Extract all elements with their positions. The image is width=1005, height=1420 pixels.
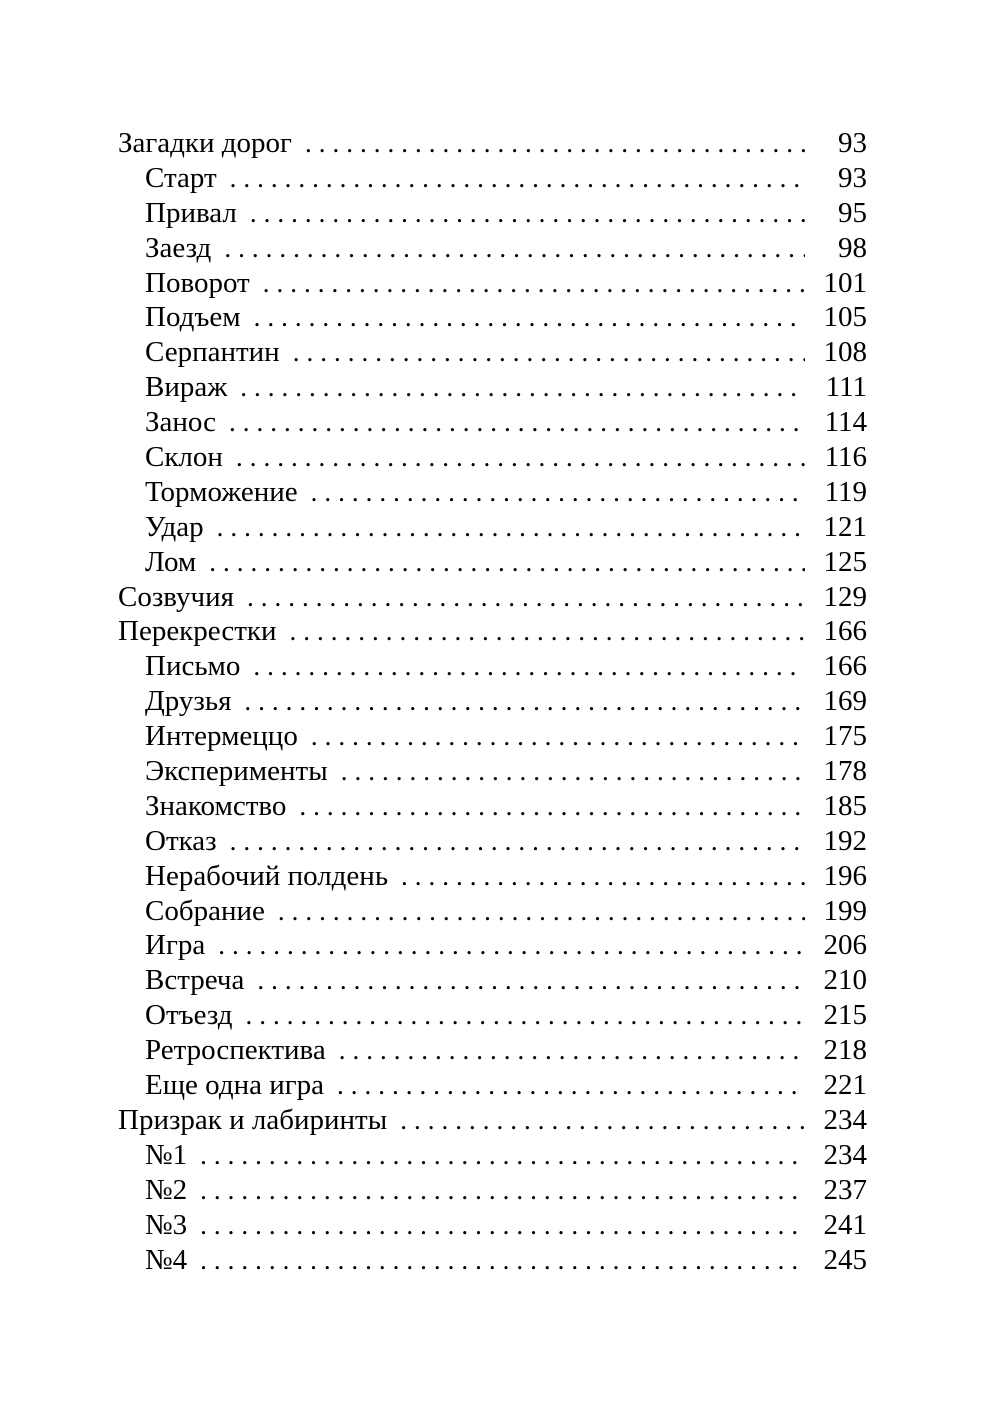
- toc-entry-label: №4: [145, 1243, 188, 1276]
- toc-entry-page-number: 234: [823, 1138, 867, 1171]
- toc-entry-page-number: 119: [824, 475, 867, 508]
- dot-leader: [236, 440, 805, 475]
- toc-entry-page-number: 108: [823, 336, 867, 369]
- toc-entry-page-number: 237: [823, 1173, 867, 1206]
- toc-entry-label: Заезд: [145, 231, 212, 264]
- toc-entry: [118, 824, 867, 859]
- toc-entry-label: Вираж: [145, 371, 228, 404]
- toc-entry-page-number: 111: [825, 371, 867, 404]
- toc-entry-label: Торможение: [145, 475, 298, 508]
- toc-entry: [118, 1033, 867, 1068]
- toc-entry: [118, 161, 867, 196]
- toc-entry-page-number: 129: [823, 580, 867, 613]
- toc-entry-page-number: 98: [838, 231, 867, 264]
- toc-entry: [118, 335, 867, 370]
- toc-entry-page-number: 196: [823, 859, 867, 892]
- toc-entry: [118, 859, 867, 894]
- toc-entry-page-number: 210: [823, 964, 867, 997]
- dot-leader: [200, 1138, 805, 1173]
- dot-leader: [230, 824, 805, 859]
- toc-entry-page-number: 105: [823, 301, 867, 334]
- toc-entry: [118, 1138, 867, 1173]
- toc-entry: [118, 266, 867, 301]
- dot-leader: [401, 859, 805, 894]
- dot-leader: [263, 266, 805, 301]
- dot-leader: [240, 370, 805, 405]
- dot-leader: [299, 789, 805, 824]
- dot-leader: [339, 1033, 805, 1068]
- toc-entry-label: Эксперименты: [145, 755, 328, 788]
- toc-entry-label: Серпантин: [145, 336, 280, 369]
- toc-entry-page-number: 178: [823, 755, 867, 788]
- dot-leader: [311, 475, 805, 510]
- dot-leader: [253, 649, 805, 684]
- toc-entry-label: Еще одна игра: [145, 1069, 325, 1102]
- toc-entry-label: Занос: [145, 406, 217, 439]
- toc-entry-label: Знакомство: [145, 789, 287, 822]
- toc-entry-page-number: 221: [823, 1069, 867, 1102]
- toc-entry: [118, 510, 867, 545]
- toc-entry: [118, 126, 867, 161]
- toc-entry-page-number: 116: [824, 441, 867, 474]
- toc-entry-label: Друзья: [145, 685, 232, 718]
- dot-leader: [224, 231, 805, 266]
- toc-entry-label: Встреча: [145, 964, 245, 997]
- dot-leader: [311, 719, 805, 754]
- toc-entry-label: Лом: [145, 545, 197, 578]
- toc-entry-label: Собрание: [145, 894, 265, 927]
- toc-entry-label: Отказ: [145, 824, 217, 857]
- toc-entry-label: Загадки дорог: [118, 127, 292, 159]
- toc-entry: [118, 684, 867, 719]
- dot-leader: [400, 1103, 805, 1138]
- toc-entry-label: Призрак и лабиринты: [118, 1103, 388, 1136]
- toc-entry-page-number: 185: [823, 789, 867, 822]
- toc-entry: [118, 894, 867, 929]
- toc-entry: [118, 231, 867, 266]
- toc-entry: [118, 545, 867, 580]
- toc-entry-label: №2: [145, 1173, 188, 1206]
- toc-entry-page-number: 241: [823, 1208, 867, 1241]
- dot-leader: [200, 1243, 805, 1278]
- toc-entry: [118, 649, 867, 684]
- dot-leader: [305, 126, 805, 161]
- toc-entry-label: Перекрестки: [118, 615, 277, 648]
- toc-entry-label: Удар: [145, 510, 204, 543]
- toc-entry-page-number: 93: [838, 161, 867, 194]
- toc-entry: [118, 370, 867, 405]
- dot-leader: [244, 684, 805, 719]
- dot-leader: [278, 894, 805, 929]
- toc-entry-label: Поворот: [145, 266, 250, 299]
- toc-entry-page-number: 234: [823, 1103, 867, 1136]
- dot-leader: [337, 1068, 805, 1103]
- toc-entry: [118, 789, 867, 824]
- dot-leader: [218, 928, 805, 963]
- toc-entry-page-number: 192: [823, 824, 867, 857]
- toc-entry-label: Интермеццо: [145, 720, 298, 753]
- toc-entry: [118, 719, 867, 754]
- dot-leader: [200, 1208, 805, 1243]
- dot-leader: [250, 196, 805, 231]
- toc-entry-label: Старт: [145, 161, 217, 194]
- toc-entry-page-number: 218: [823, 1034, 867, 1067]
- toc-entry-label: №1: [145, 1138, 188, 1171]
- dot-leader: [209, 545, 805, 580]
- toc-entry: [118, 196, 867, 231]
- toc-entry: [118, 754, 867, 789]
- table-of-contents: [118, 126, 867, 1277]
- toc-entry: [118, 1208, 867, 1243]
- dot-leader: [341, 754, 805, 789]
- dot-leader: [246, 998, 805, 1033]
- toc-entry: [118, 300, 867, 335]
- dot-leader: [254, 300, 805, 335]
- dot-leader: [230, 161, 805, 196]
- dot-leader: [200, 1173, 805, 1208]
- toc-entry: [118, 614, 867, 649]
- toc-entry-page-number: 166: [823, 615, 867, 648]
- dot-leader: [229, 405, 805, 440]
- toc-entry: [118, 998, 867, 1033]
- toc-entry-page-number: 169: [823, 685, 867, 718]
- toc-entry-label: Ретроспектива: [145, 1034, 326, 1067]
- toc-entry-page-number: 125: [823, 545, 867, 578]
- toc-entry: [118, 580, 867, 615]
- toc-entry-label: Отъезд: [145, 999, 233, 1032]
- dot-leader: [217, 510, 805, 545]
- toc-entry-page-number: 206: [823, 929, 867, 962]
- toc-entry-page-number: 199: [823, 894, 867, 927]
- toc-entry-page-number: 121: [823, 510, 867, 543]
- toc-entry-label: Нерабочий полдень: [145, 859, 389, 892]
- toc-entry-page-number: 175: [823, 720, 867, 753]
- toc-entry: [118, 1173, 867, 1208]
- dot-leader: [293, 335, 805, 370]
- toc-entry: [118, 1243, 867, 1278]
- toc-entry-page-number: 166: [823, 650, 867, 683]
- dot-leader: [290, 614, 805, 649]
- toc-entry: [118, 1103, 867, 1138]
- toc-entry-page-number: 114: [824, 406, 867, 439]
- toc-entry-page-number: 245: [823, 1243, 867, 1276]
- toc-entry-label: Привал: [145, 196, 237, 229]
- toc-entry-page-number: 93: [838, 127, 867, 159]
- toc-entry: [118, 405, 867, 440]
- toc-entry-label: Игра: [145, 929, 206, 962]
- toc-entry: [118, 963, 867, 998]
- toc-entry-label: №3: [145, 1208, 188, 1241]
- toc-entry-page-number: 95: [838, 196, 867, 229]
- toc-entry-label: Подъем: [145, 301, 241, 334]
- toc-entry: [118, 928, 867, 963]
- toc-entry: [118, 440, 867, 475]
- toc-entry: [118, 475, 867, 510]
- toc-entry-label: Созвучия: [118, 580, 234, 613]
- toc-entry-page-number: 101: [823, 266, 867, 299]
- toc-entry-label: Письмо: [145, 650, 241, 683]
- toc-entry: [118, 1068, 867, 1103]
- dot-leader: [257, 963, 805, 998]
- dot-leader: [247, 580, 805, 615]
- toc-entry-label: Склон: [145, 441, 223, 474]
- toc-entry-page-number: 215: [823, 999, 867, 1032]
